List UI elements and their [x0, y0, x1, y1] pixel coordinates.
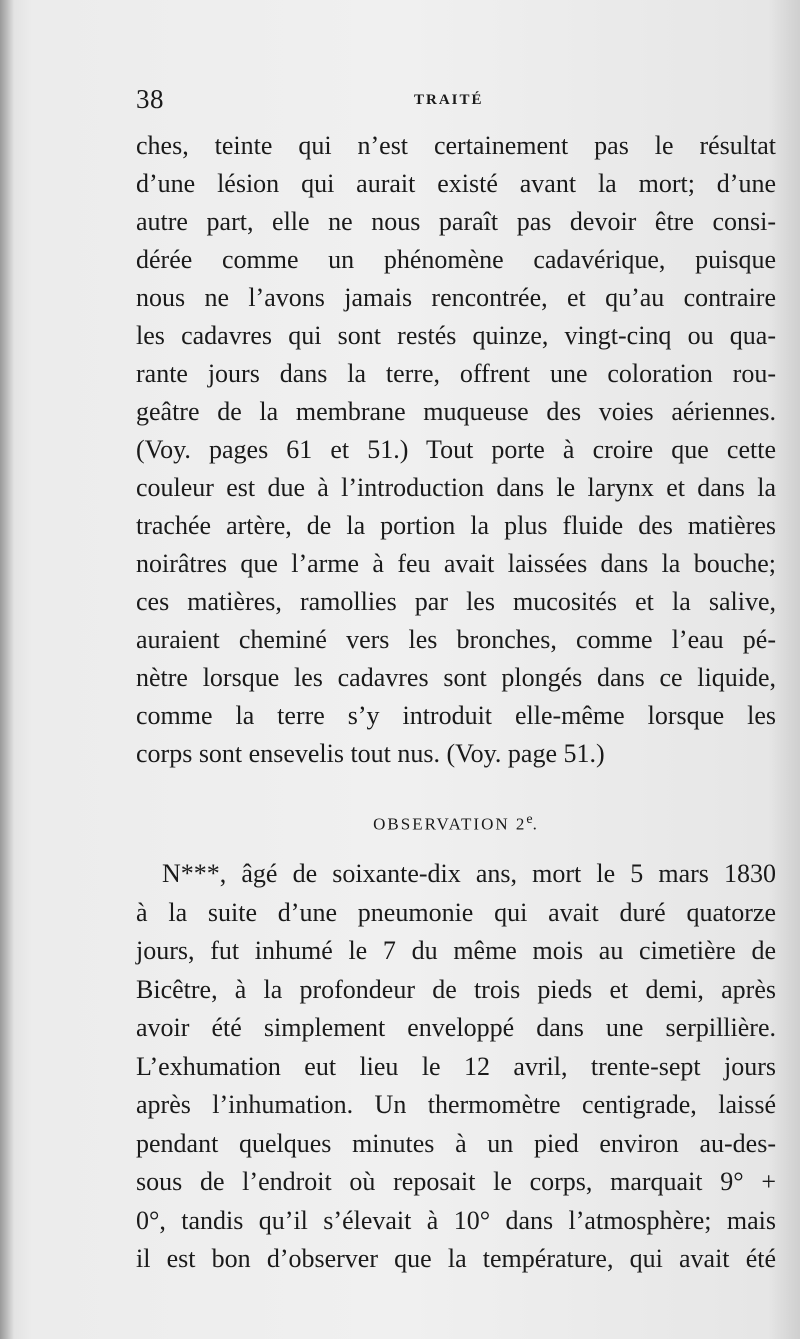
text-line: les cadavres qui sont restés quinze, vingt-cinq ou qua-	[136, 321, 776, 350]
text-line: corps sont ensevelis tout nus. (Voy. page 51.)	[136, 739, 605, 768]
text-line: nous ne l’avons jamais rencontrée, et qu’au contraire	[136, 283, 776, 312]
text-line: d’une lésion qui aurait existé avant la mort; d’une	[136, 169, 776, 198]
page-number: 38	[136, 84, 164, 114]
text-line: Bicêtre, à la profondeur de trois pieds et demi, après	[136, 974, 776, 1004]
text-line: ces matières, ramollies par les mucosités et la salive,	[136, 587, 776, 616]
observation-heading-label: OBSERVATION 2	[373, 814, 527, 834]
text-line: noirâtres que l’arme à feu avait laissées dans la bouche;	[136, 549, 776, 578]
observation-heading	[136, 812, 776, 835]
running-head: TRAITÉ	[414, 92, 484, 108]
text-line: après l’inhumation. Un thermomètre centigrade, laissé	[136, 1090, 776, 1119]
text-line: il est bon d’observer que la température, qui avait été	[136, 1244, 776, 1273]
text-line: couleur est due à l’introduction dans le larynx et dans la	[136, 473, 776, 502]
text-line: comme la terre s’y introduit elle-même lorsque les	[136, 701, 776, 730]
text-line: auraient cheminé vers les bronches, comme l’eau pé-	[136, 625, 776, 654]
text-line: 0°, tandis qu’il s’élevait à 10° dans l’atmosphère; mais	[136, 1205, 776, 1235]
text-line: ches, teinte qui n’est certainement pas le résultat	[136, 131, 776, 160]
text-line: N***, âgé de soixante-dix ans, mort le 5 mars 1830	[162, 859, 776, 888]
observation-heading-suffix: .	[532, 814, 539, 834]
text-line: sous de l’endroit où reposait le corps, marquait 9° +	[136, 1167, 776, 1196]
text-line: dérée comme un phénomène cadavérique, puisque	[136, 245, 776, 274]
text-line: rante jours dans la terre, offrent une coloration rou-	[136, 359, 776, 388]
page-header	[136, 84, 776, 124]
page-gutter-shadow	[0, 0, 14, 1339]
text-line: nètre lorsque les cadavres sont plongés dans ce liquide,	[136, 663, 776, 692]
text-line: geâtre de la membrane muqueuse des voies aériennes.	[136, 397, 776, 426]
text-line: à la suite d’une pneumonie qui avait duré quatorze	[136, 897, 776, 927]
observation-heading-superscript: e	[526, 812, 533, 827]
text-line: autre part, elle ne nous paraît pas devoir être consi-	[136, 207, 776, 236]
text-line: (Voy. pages 61 et 51.) Tout porte à croire que cette	[136, 435, 776, 464]
text-line: pendant quelques minutes à un pied environ au-des-	[136, 1128, 776, 1158]
text-line: avoir été simplement enveloppé dans une serpillière.	[136, 1013, 776, 1042]
text-line: trachée artère, de la portion la plus fluide des matières	[136, 511, 776, 540]
text-line: jours, fut inhumé le 7 du même mois au cimetière de	[136, 936, 776, 965]
observation-paragraph	[136, 855, 776, 1279]
text-line: L’exhumation eut lieu le 12 avril, trente-sept jours	[136, 1051, 776, 1081]
paragraph-continuation	[136, 127, 776, 773]
